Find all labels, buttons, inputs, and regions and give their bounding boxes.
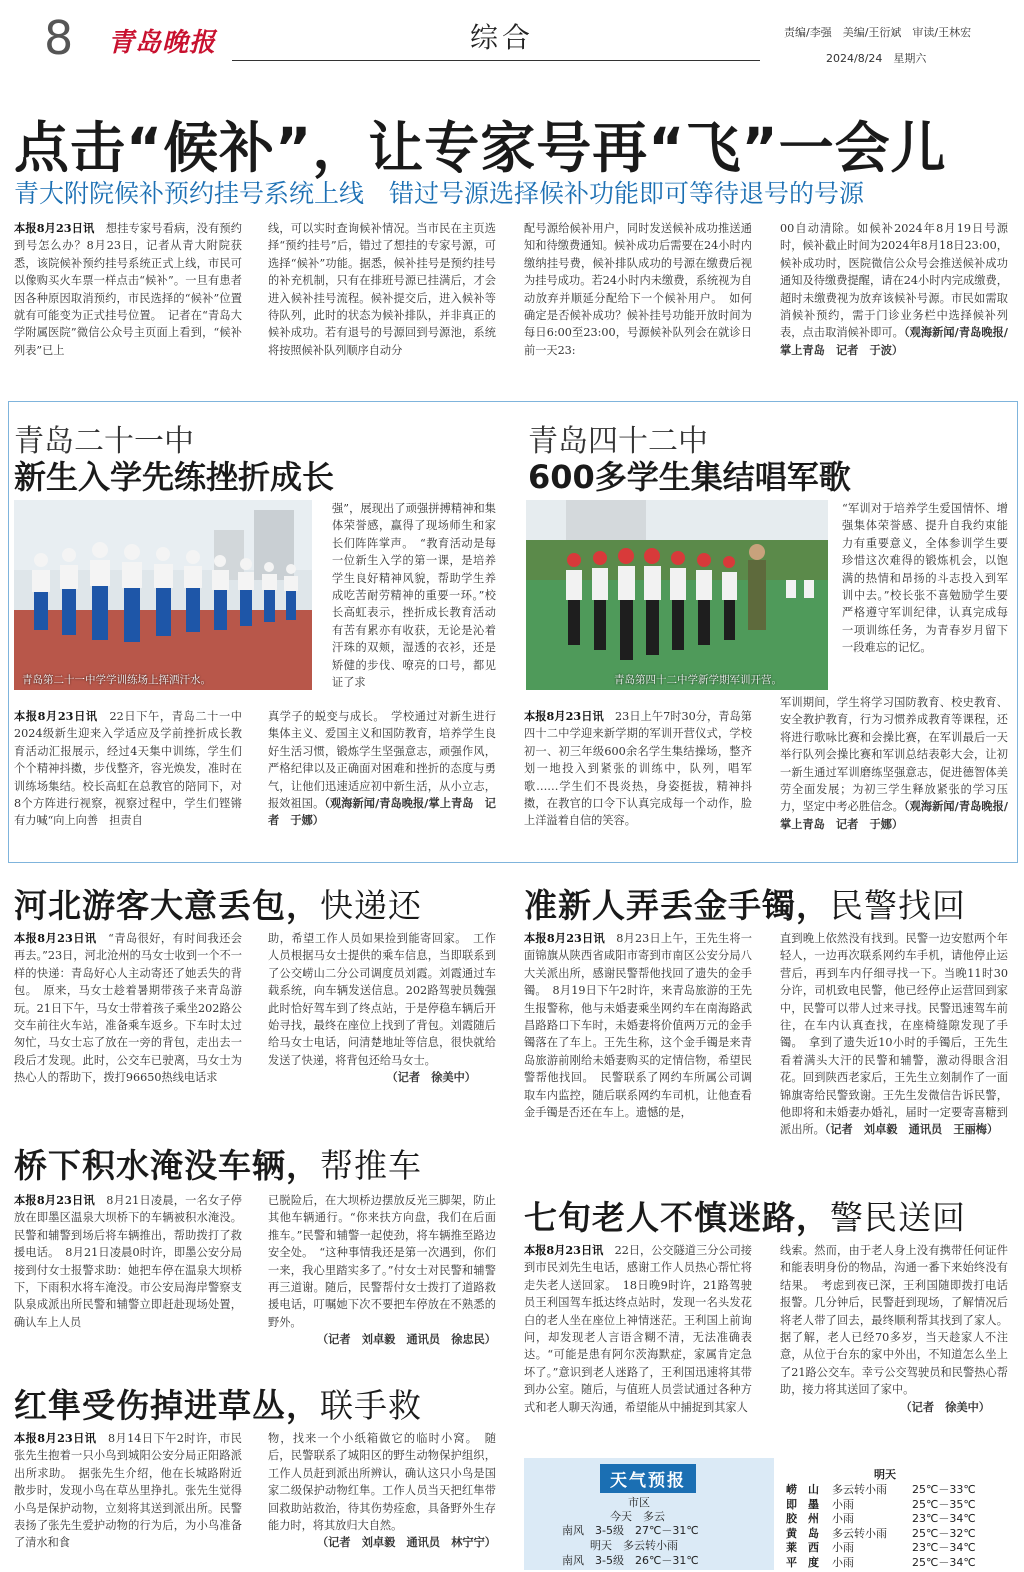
- hebei-column-1: 本报8月23日讯 “青岛很好，有时间我还会再去。”23日，河北沧州的马女士收到一个不一样的快递：青岛好心人主动寄还了她丢失的背包。 原来，马女士趁着暑期带孩子来青岛游玩。21日下午，马女士带着孩子乘坐202路公交车前往火车站，准备乘车返乡。下车时太过匆忙，马女士忘了放在一旁的背包，走出去一段后才发现。此时，公交车已驶离，马女士为热心人的帮助下，拨打96650热线电话求: [14, 931, 242, 1085]
- bird-signature: （记者 刘卓毅 通讯员 林宁宁）: [316, 1535, 496, 1550]
- bird-dateline: 本报8月23日讯: [14, 1431, 97, 1445]
- bridge-column-2: 已脱险后，在大坝桥边摆放反光三脚架，防止其他车辆通行。“你来扶方向盘，我们在后面推车。”民警和辅警一起使劲，将车辆推至路边安全处。 “这种事情我还是第一次遇到，你们一来，我心里踏实多了。”付女士对民警和辅警再三道谢。随后，民警帮付女士拨打了道路救援电话，叮嘱她下次不要把车停放在不熟悉的野外。 （记者 刘卓毅 通讯员 徐忠民）: [268, 1192, 496, 1368]
- bracelet-signature: （记者 刘卓毅 通讯员 王丽梅）: [824, 1122, 999, 1137]
- bridge-column-1: 本报8月23日讯 8月21日凌晨，一名女子停放在即墨区温泉大坝桥下的车辆被积水淹没。民警和辅警到场后将车辆推出，帮助拨打了救援电话。 8月21日凌晨0时许，即墨公安分局接到付女士报警求助：她把车停在温泉大坝桥下，下雨积水将车淹没。市公安局海岸警察支队泉成派出所民警和辅警立即赶赴现场处置，确认车上人员: [14, 1193, 242, 1329]
- story-21-photo-caption: 青岛第二十一中学学训练场上挥洒汗水。: [22, 674, 211, 686]
- bird-column-2: 物，找来一个小纸箱做它的临时小窝。 随后，民警联系了城阳区的野生动物保护组织，工作人员赶到派出所辨认，确认这只小鸟是国家二级保护动物红隼。工作人员当天把红隼带回救助站救治，待其伤势痊愈，具备野外生存能力时，将其放归大自然。 （记者 刘卓毅 通讯员 林宁宁）: [268, 1430, 496, 1568]
- bridge-dateline: 本报8月23日讯: [14, 1193, 95, 1207]
- story-21-kicker: 青岛二十一中: [14, 424, 194, 459]
- story-21-signature: （观海新闻/青岛晚报/掌上青岛 记者 于娜）: [268, 796, 496, 828]
- issue-date: 2024/8/24 星期六: [826, 52, 927, 65]
- hebei-column-2: 助，希望工作人员如果捡到能寄回家。 工作人员根据马女士提供的乘车信息，当即联系到了公交崂山二分公司调度员刘霞。刘霞通过车载系统，向车辆发送信息。202路驾驶员魏强此时恰好驾车到了终点站，于是停稳车辆后开始寻找，最终在座位上找到了背包。刘霞随后给马女士电话，问清楚地址等信息，很快就给发送了快递，将背包还给马女士。 （记者 徐美中）: [268, 930, 496, 1122]
- weather-tomorrow-detail: 南风 3-5级 26℃－31℃: [562, 1554, 699, 1567]
- bird-column-1: 本报8月23日讯 8月14日下午2时许，市民张先生抱着一只小鸟到城阳公安分局正阳路派出所求助。 据张先生介绍，他在长城路附近散步时，发现小鸟在草丛里挣扎。张先生觉得小鸟是保护动物，立刻将其送到派出所。民警表扬了张先生爱护动物的行为后，为小鸟准备了清水和食: [14, 1431, 242, 1550]
- students-training-image: [14, 500, 312, 690]
- bracelet-column-1: 本报8月23日讯 8月23日上午，王先生将一面锦旗从陕西省咸阳市寄到市南区公安分局八大关派出所，感谢民警帮他找回了遗失的金手镯。 8月19日下午2时许，来青岛旅游的王先生报警称，他与未婚妻乘坐网约车在南海路武昌路路口下车时，未婚妻将价值两万元的金手镯落在了车上。王先生称，这个金手镯是来青岛旅游前刚给未婚妻购买的定情信物，希望民警帮他找回。 民警联系了网约车所属公司调取车内监控，随后联系网约车司机，让他查看金手镯是否还在车上。遗憾的是，: [524, 931, 752, 1120]
- district-row: 平 度 小雨 25℃－34℃: [786, 1555, 976, 1569]
- elderly-column-1: 本报8月23日讯 22日，公交隧道三分公司接到市民刘先生电话，感谢工作人员热心帮忙将走失老人送回家。 18日晚9时许，21路驾驶员王利国驾车抵达终点站时，发现一名头发花白的老人坐在座位上神情迷茫。王利国上前询问，却发现老人言语含糊不清，无法准确表达。“可能是患有阿尔茨海默症，家属肯定急坏了。”意识到老人迷路了，王利国迅速将其带到办公室。随后，与值班人员尝试通过各种方式和老人聊天沟通，希望能从中捕捉到其家人: [524, 1243, 752, 1414]
- elderly-headline: 七旬老人不慎迷路，警民送回: [524, 1198, 966, 1237]
- bracelet-column-2: 直到晚上依然没有找到。民警一边安慰两个年轻人，一边再次联系网约车手机，请他停止运营后，再到车内仔细寻找一下。当晚11时30分许，司机致电民警，他已经停止运营回到家中，民警可以带人过来寻找。民警迅速驾车前往，在车内认真查找，在座椅缝隙发现了手镯。 拿到了遗失近10小时的手镯后，王先生看着满头大汗的民警和辅警，激动得眼含泪花。回到陕西老家后，王先生立刻制作了一面锦旗寄给民警致谢。王先生发微信告诉民警，他即将和未婚妻办婚礼，届时一定要寄喜糖到派出所。（记者 刘卓毅 通讯员 王丽梅）: [780, 932, 1008, 1137]
- story-42-photo: [526, 500, 828, 690]
- story-42-signature: （观海新闻/青岛晚报/掌上青岛 记者 于娜）: [780, 799, 1008, 831]
- lead-subheadline: 青大附院候补预约挂号系统上线 错过号源选择候补功能即可等待退号的号源: [14, 179, 865, 208]
- lead-column-4: 00自动清除。如候补2024年8月19日号源时，候补截止时间为2024年8月18日23:00，候补成功时，医院微信公众号会推送候补成功通知及待缴费提醒，请在24小时内完成缴费，超时未缴费视为放弃该候补号源。市民如需取消候补预约，需于门诊业务栏中选择候补列表，点击取消候补即可。（观海新闻/青岛晚报/掌上青岛 记者 于波）: [780, 222, 1008, 357]
- elderly-dateline: 本报8月23日讯: [524, 1243, 604, 1257]
- lead-dateline: 本报8月23日讯: [14, 221, 95, 235]
- story-21-text-right-of-photo: 强”，展现出了顽强拼搏精神和集体荣誉感，赢得了现场师生和家长们阵阵掌声。 “教育活动是每一位新生入学的第一课，是培养学生良好精神风貌，帮助学生养成吃苦耐劳精神的重要一环。”校长高虹表示，挫折成长教育活动有苦有累亦有收获，无论是沁着汗珠的双颊，湿透的衣衫，还是矫健的步伐、嘹亮的口号，都见证了求: [332, 502, 496, 690]
- weather-today-detail: 南风 3-5级 27℃－31℃: [562, 1524, 699, 1537]
- story-21-text-bottom-left: 本报8月23日讯 22日下午，青岛二十一中2024级新生迎来入学适应及学前挫折成长教育活动汇报展示，经过4天集中训练，学生们个个精神抖擞，步伐整齐，容光焕发，准时在训练场集结。校长高虹在总教官的陪同下，对8个方阵进行视察，视察过程中，学生们铿锵有力喊“向上向善 担责自: [14, 709, 242, 828]
- district-row: 崂 山 多云转小雨 25℃－33℃: [786, 1483, 976, 1496]
- story-42-headline: 600多学生集结唱军歌: [528, 458, 851, 496]
- weather-today: 今天 多云: [610, 1510, 665, 1523]
- weather-district-table: [786, 1481, 1012, 1568]
- story-21-photo: [14, 500, 312, 690]
- hebei-headline: 河北游客大意丢包，快递还: [14, 886, 422, 925]
- weather-region: 市区: [628, 1496, 650, 1509]
- story-42-text-bottom-left: 本报8月23日讯 23日上午7时30分，青岛第四十二中学迎来新学期的军训开营仪式，学校初一、初三年级600余名学生集结操场，整齐划一地投入到紧张的训练中，队列，唱军歌……学生们不畏炎热，身姿挺拔，精神抖擞，在教官的口令下认真完成每一个动作，脸上洋溢着自信的笑容。: [524, 709, 752, 828]
- military-training-image: [526, 500, 828, 690]
- story-42-text-right-of-photo: “军训对于培养学生爱国情怀、增强集体荣誉感、提升自我约束能力有重要意义，全体参训学生要珍惜这次难得的锻炼机会，以饱满的热情和昂扬的斗志投入到军训中去。”校长张不喜勉励学生要严格遵守军训纪律，认真完成每一项训练任务，为青春岁月留下一段难忘的记忆。: [842, 502, 1008, 655]
- lead-column-1: 本报8月23日讯 想挂专家号看病，没有预约到号怎么办？8月23日，记者从青大附院获悉，该院候补预约挂号系统正式上线，市民可以像购买火车票一样点击“候补”。一旦有患者因各种原因取消预约，市民选择的“候补”位置就有可能变为正式挂号位置。 记者在“青岛大学附属医院”微信公众号主页面上看到，“候补列表”已上: [14, 221, 242, 357]
- story-42-dateline: 本报8月23日讯: [524, 709, 604, 723]
- district-row: 胶 州 小雨 23℃－34℃: [786, 1512, 976, 1525]
- weather-title: 天气预报: [600, 1464, 696, 1493]
- bracelet-dateline: 本报8月23日讯: [524, 931, 605, 945]
- district-row: 黄 岛 多云转小雨 25℃－32℃: [786, 1526, 976, 1540]
- weather-tomorrow: 明天 多云转小雨: [590, 1539, 678, 1552]
- elderly-signature: （记者 徐美中）: [900, 1399, 990, 1414]
- story-42-kicker: 青岛四十二中: [528, 424, 708, 459]
- story-21-text-bottom-right: 真学子的蜕变与成长。 学校通过对新生进行集体主义、爱国主义和国防教育，培养学生良好生活习惯，锻炼学生坚强意志，顽强作风，严格纪律以及正确面对困难和挫折的态度与勇气，让他们迅速适应初中新生活，从小立志，报效祖国。（观海新闻/青岛晚报/掌上青岛 记者 于娜）: [268, 710, 496, 828]
- bridge-headline: 桥下积水淹没车辆，帮推车: [14, 1146, 422, 1185]
- lead-signature: （观海新闻/青岛晚报/掌上青岛 记者 于波）: [780, 325, 1008, 357]
- bracelet-headline: 准新人弄丢金手镯，民警找回: [524, 886, 966, 925]
- district-row: 莱 西 小雨 23℃－34℃: [786, 1541, 976, 1554]
- elderly-column-2: 线索。然而，由于老人身上没有携带任何证件和能表明身份的物品，沟通一番下来始终没有结果。 考虑到夜已深，王利国随即拨打电话报警。几分钟后，民警赶到现场，了解情况后将老人带了回去，最终顺利帮其找到了家人。据了解，老人已经70多岁，当天趁家人不注意，从位于台东的家中外出，不知道怎么坐上了21路公交车。幸亏公交驾驶员和民警热心帮助，接力将其送回了家中。 （记者 徐美中）: [780, 1242, 1008, 1448]
- newspaper-logo: 青岛晚报: [108, 28, 217, 58]
- district-row: 即 墨 小雨 25℃－35℃: [786, 1497, 976, 1511]
- story-21-headline: 新生入学先练挫折成长: [14, 458, 335, 496]
- story-42-text-bottom-right: 军训期间，学生将学习国防教育、校史教育、安全教护教育，行为习惯养成教育等课程，还将进行歌咏比赛和会操比赛，在军训最后一天举行队列会操比赛和军训总结表彰大会，让初一新生通过军训磨练坚强意志，促进德智体美劳全面发展；为初三学生释放紧张的学习压力，坚定中考必胜信念。（观海新闻/青岛晚报/掌上青岛 记者 于娜）: [780, 696, 1008, 831]
- story-21-dateline: 本报8月23日讯: [14, 709, 98, 723]
- editor-credits: 责编/李强 美编/王衍斌 审读/王林宏: [784, 26, 972, 39]
- page-number: 8: [44, 11, 74, 65]
- section-title: 综合: [470, 21, 535, 54]
- header-rule: [232, 60, 760, 61]
- lead-column-2: 线，可以实时查询候补情况。当市民在主页选择“预约挂号”后，错过了想挂的专家号源，可选择“候补”功能。据悉，候补挂号是预约挂号的补充机制，只有在排班号源已挂满后，才会进入候补挂号流程。候补提交后，进入候补等待队列，此时的状态为候补排队，并非真正的候补成功。若有退号的号源回到号源池，系统将按照候补队列顺序自动分: [268, 222, 496, 357]
- hebei-dateline: 本报8月23日讯: [14, 931, 97, 945]
- story-42-photo-caption: 青岛第四十二中学新学期军训开营。: [614, 674, 782, 686]
- hebei-signature: （记者 徐美中）: [386, 1070, 476, 1085]
- bridge-signature: （记者 刘卓毅 通讯员 徐忠民）: [316, 1332, 496, 1347]
- lead-headline: 点击“候补”，让专家号再“飞”一会儿: [14, 116, 947, 180]
- lead-column-3: 配号源给候补用户，同时发送候补成功推送通知和待缴费通知。候补成功后需要在24小时内缴纳挂号费，候补排队成功的号源在缴费后视为挂号成功。若24小时内未缴费，系统视为自动放弃并顺延分配给下一个候补用户。 如何确定是否候补成功？候补挂号功能开放时间为每日6:00至23:00，号源候补队列会在就诊日前一天23:: [524, 222, 752, 357]
- bird-headline: 红隼受伤掉进草丛，联手救: [14, 1386, 422, 1425]
- weather-table-header: 明天: [874, 1468, 896, 1481]
